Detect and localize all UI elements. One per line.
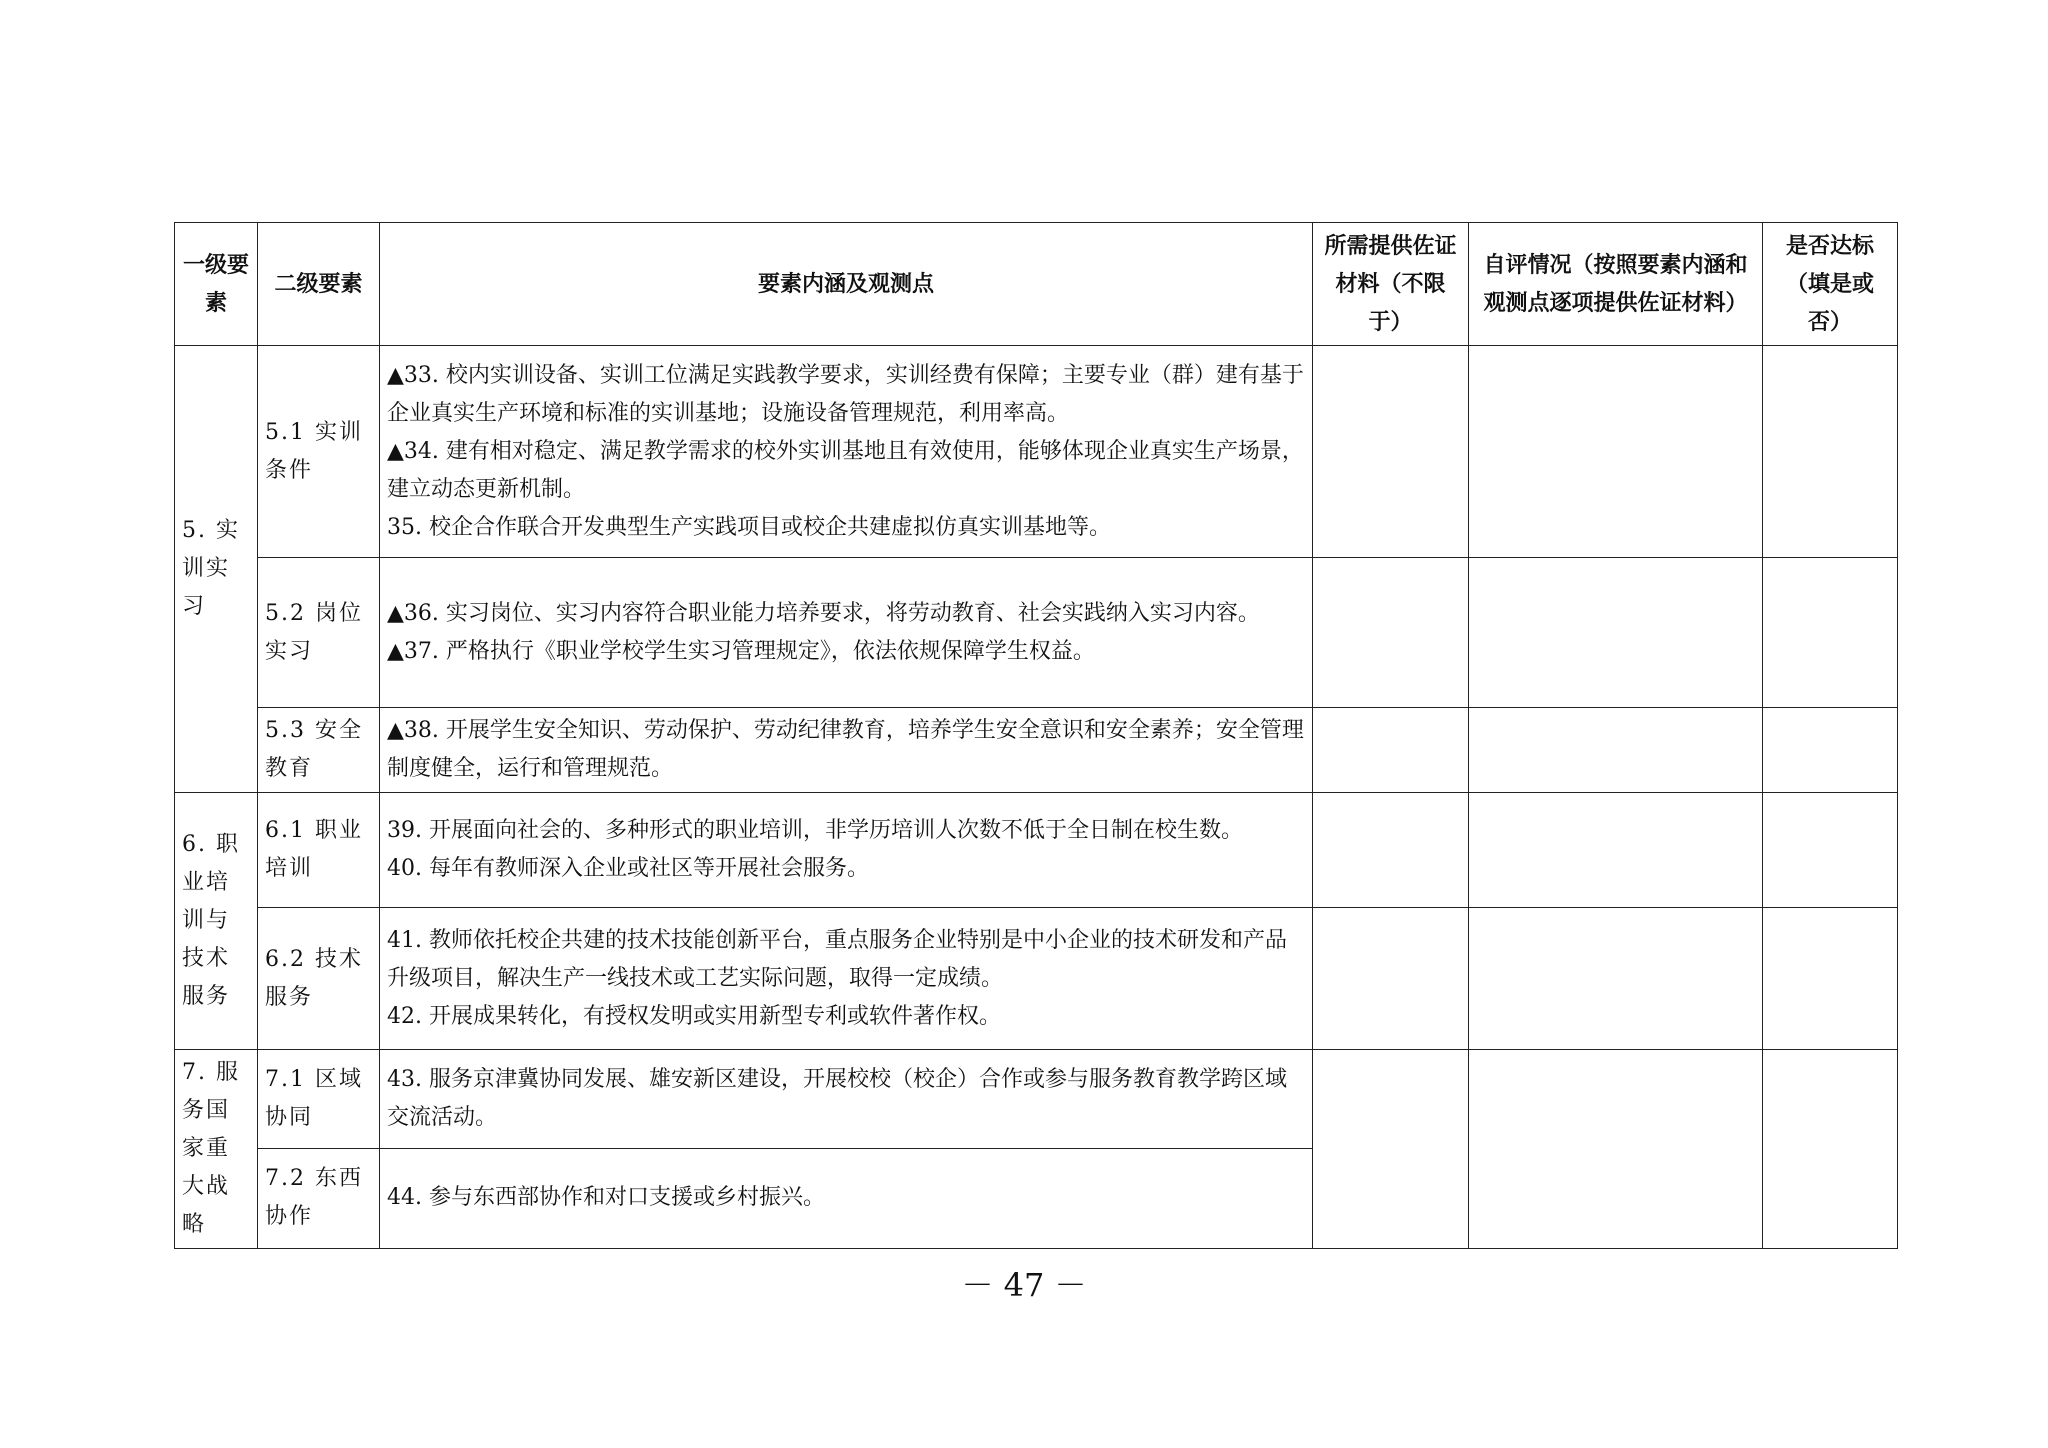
table-row xyxy=(175,558,1898,708)
self-eval-cell[interactable] xyxy=(1469,346,1763,558)
observation-item: ▲33. 校内实训设备、实训工位满足实践教学要求，实训经费有保障；主要专业（群）建有基于企业真实生产环境和标准的实训基地；设施设备管理规范，利用率高。 xyxy=(387,362,1304,426)
table-row xyxy=(175,1050,1898,1149)
observation-item: ▲37. 严格执行《职业学校学生实习管理规定》，依法依规保障学生权益。 xyxy=(387,638,1095,664)
qualified-cell[interactable] xyxy=(1763,908,1898,1050)
observation-item: 40. 每年有教师深入企业或社区等开展社会服务。 xyxy=(387,856,869,881)
evidence-cell[interactable] xyxy=(1313,346,1469,558)
content-cell xyxy=(380,1050,1313,1149)
level1-cell: 5. 实训实习 xyxy=(175,346,258,793)
evidence-cell[interactable] xyxy=(1313,1050,1469,1249)
self-eval-cell[interactable] xyxy=(1469,793,1763,908)
header-qualified: 是否达标（填是或否） xyxy=(1763,223,1898,346)
level2-cell: 5.1 实训条件 xyxy=(258,346,380,558)
qualified-cell[interactable] xyxy=(1763,346,1898,558)
table-row xyxy=(175,793,1898,908)
self-eval-cell[interactable] xyxy=(1469,558,1763,708)
qualified-cell[interactable] xyxy=(1763,1050,1898,1249)
content-cell xyxy=(380,558,1313,708)
content-cell xyxy=(380,1148,1313,1248)
observation-item: 41. 教师依托校企共建的技术技能创新平台，重点服务企业特别是中小企业的技术研发和产品升级项目，解决生产一线技术或工艺实际问题，取得一定成绩。 xyxy=(387,927,1287,991)
content-cell xyxy=(380,793,1313,908)
self-eval-cell[interactable] xyxy=(1469,708,1763,793)
level2-cell: 7.2 东西协作 xyxy=(258,1148,380,1248)
observation-item: ▲36. 实习岗位、实习内容符合职业能力培养要求，将劳动教育、社会实践纳入实习内容。 xyxy=(387,600,1260,626)
evidence-cell[interactable] xyxy=(1313,708,1469,793)
observation-item: 43. 服务京津冀协同发展、雄安新区建设，开展校校（校企）合作或参与服务教育教学跨区域交流活动。 xyxy=(387,1066,1287,1130)
self-eval-cell[interactable] xyxy=(1469,908,1763,1050)
level2-cell: 6.2 技术服务 xyxy=(258,908,380,1050)
level2-cell: 6.1 职业培训 xyxy=(258,793,380,908)
observation-item: ▲38. 开展学生安全知识、劳动保护、劳动纪律教育，培养学生安全意识和安全素养；安全管理制度健全，运行和管理规范。 xyxy=(387,718,1304,781)
level2-cell: 5.2 岗位实习 xyxy=(258,558,380,708)
level1-cell: 6. 职业培训与技术服务 xyxy=(175,793,258,1050)
evaluation-table xyxy=(174,222,1898,1249)
header-level2: 二级要素 xyxy=(258,223,380,346)
self-eval-cell[interactable] xyxy=(1469,1050,1763,1249)
observation-item: 42. 开展成果转化，有授权发明或实用新型专利或软件著作权。 xyxy=(387,1003,1001,1029)
content-cell xyxy=(380,708,1313,793)
table-row xyxy=(175,346,1898,558)
header-level1: 一级要素 xyxy=(175,223,258,346)
evidence-cell[interactable] xyxy=(1313,558,1469,708)
observation-item: 35. 校企合作联合开发典型生产实践项目或校企共建虚拟仿真实训基地等。 xyxy=(387,514,1111,540)
level1-cell: 7. 服务国家重大战略 xyxy=(175,1050,258,1249)
evidence-cell[interactable] xyxy=(1313,793,1469,908)
header-row xyxy=(175,223,1898,346)
qualified-cell[interactable] xyxy=(1763,793,1898,908)
table-row xyxy=(175,908,1898,1050)
table-row xyxy=(175,708,1898,793)
page-number: － 47 － xyxy=(961,1266,1087,1304)
qualified-cell[interactable] xyxy=(1763,558,1898,708)
header-evidence: 所需提供佐证材料（不限于） xyxy=(1313,223,1469,346)
qualified-cell[interactable] xyxy=(1763,708,1898,793)
observation-item: 39. 开展面向社会的、多种形式的职业培训，非学历培训人次数不低于全日制在校生数。 xyxy=(387,818,1243,843)
content-cell xyxy=(380,908,1313,1050)
header-content: 要素内涵及观测点 xyxy=(380,223,1313,346)
evidence-cell[interactable] xyxy=(1313,908,1469,1050)
header-self-eval: 自评情况（按照要素内涵和观测点逐项提供佐证材料） xyxy=(1469,223,1763,346)
level2-cell: 5.3 安全教育 xyxy=(258,708,380,793)
level2-cell: 7.1 区域协同 xyxy=(258,1050,380,1149)
observation-item: ▲34. 建有相对稳定、满足教学需求的校外实训基地且有效使用，能够体现企业真实生产场景，建立动态更新机制。 xyxy=(387,438,1304,502)
observation-item: 44. 参与东西部协作和对口支援或乡村振兴。 xyxy=(387,1185,825,1211)
content-cell xyxy=(380,346,1313,558)
